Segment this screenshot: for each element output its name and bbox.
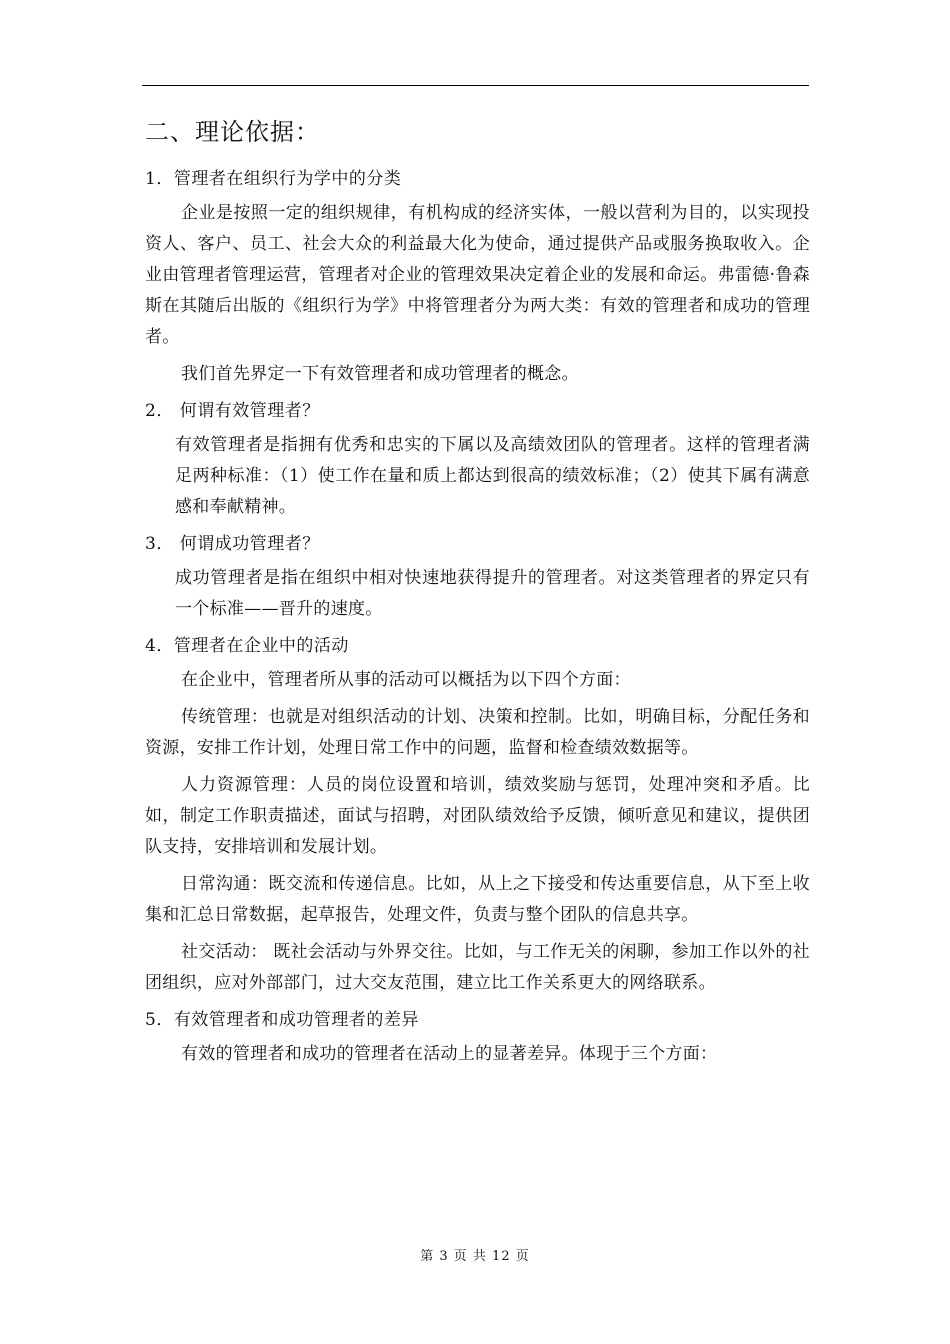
page-footer: 第 3 页 共 12 页 — [420, 1249, 530, 1264]
header-rule — [142, 85, 809, 86]
section-title: 二、理论依据： — [145, 118, 320, 146]
paragraph-enterprise: 企业是按照一定的组织规律，有机构成的经济实体，一般以营利为目的，以实现投资人、客户、员工、社会大众的利益最大化为使命，通过提供产品或服务换取收入。企业由管理者管理运营，管理者对企业的管理效果决定着企业的发展和命运。弗雷德·鲁森斯在其随后出版的《组织行为学》中将管理者分为两大类：有效的管理者和成功的管理者。 — [145, 203, 810, 347]
heading-4: 4．管理者在企业中的活动 — [145, 636, 349, 656]
paragraph-successful-manager: 成功管理者是指在组织中相对快速地获得提升的管理者。对这类管理者的界定只有一个标准——晋升的速度。 — [175, 568, 810, 619]
paragraph-daily-communication: 日常沟通：既交流和传递信息。比如，从上之下接受和传达重要信息，从下至上收集和汇总日常数据，起草报告，处理文件，负责与整个团队的信息共享。 — [145, 874, 810, 925]
paragraph-hr-management: 人力资源管理：人员的岗位设置和培训，绩效奖励与惩罚，处理冲突和矛盾。比如，制定工作职责描述，面试与招聘，对团队绩效给予反馈，倾听意见和建议，提供团队支持，安排培训和发展计划。 — [145, 775, 810, 857]
paragraph-differences: 有效的管理者和成功的管理者在活动上的显著差异。体现于三个方面： — [181, 1044, 718, 1064]
paragraph-activities-intro: 在企业中，管理者所从事的活动可以概括为以下四个方面： — [181, 670, 631, 690]
paragraph-traditional-management: 传统管理：也就是对组织活动的计划、决策和控制。比如，明确目标，分配任务和资源，安排工作计划，处理日常工作中的问题，监督和检查绩效数据等。 — [145, 707, 810, 758]
heading-2: 2． 何谓有效管理者？ — [145, 401, 320, 421]
paragraph-social-activities: 社交活动： 既社会活动与外界交往。比如，与工作无关的闲聊，参加工作以外的社团组织，应对外部部门，过大交友范围，建立比工作关系更大的网络联系。 — [145, 942, 810, 993]
paragraph-effective-manager: 有效管理者是指拥有优秀和忠实的下属以及高绩效团队的管理者。这样的管理者满足两种标准：（1）使工作在量和质上都达到很高的绩效标准；（2）使其下属有满意感和奉献精神。 — [175, 435, 810, 517]
heading-1: 1．管理者在组织行为学中的分类 — [145, 169, 402, 189]
heading-3: 3． 何谓成功管理者？ — [145, 534, 320, 554]
paragraph-define: 我们首先界定一下有效管理者和成功管理者的概念。 — [181, 364, 579, 384]
content-area — [145, 112, 810, 1076]
heading-5: 5．有效管理者和成功管理者的差异 — [145, 1010, 419, 1030]
